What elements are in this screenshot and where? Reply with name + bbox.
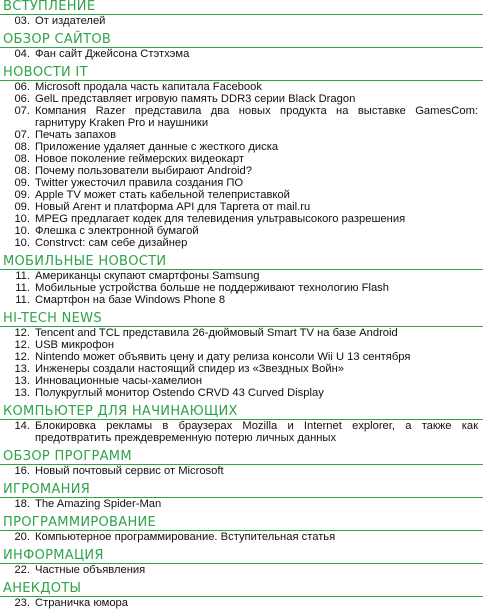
toc-section [0, 0, 484, 33]
list-item[interactable] [0, 48, 484, 60]
list-item[interactable] [0, 129, 484, 141]
section-title: АНЕКДОТЫ [0, 582, 483, 597]
toc-section [0, 312, 484, 405]
article-title: Флешка с электронной бумагой [35, 225, 199, 237]
list-item[interactable] [0, 294, 484, 306]
page-number: 06. [14, 81, 30, 93]
list-item[interactable] [0, 327, 484, 339]
list-item[interactable] [0, 465, 484, 477]
toc-section [0, 450, 484, 483]
page-number: 20. [14, 531, 30, 543]
article-title: Новый Агент и платформа API для Таргета от mail.ru [35, 201, 311, 213]
article-title: Полукруглый монитор Ostendo CRVD 43 Curved Display [35, 387, 324, 399]
list-item[interactable] [0, 498, 484, 510]
list-item[interactable] [0, 153, 484, 165]
page-number: 10. [14, 237, 30, 249]
article-title: Tencent and TCL представила 26-дюймовый Smart TV на базе Android [35, 327, 398, 339]
article-title: Новое поколение геймерских видеокарт [35, 153, 244, 165]
page-number: 12. [14, 327, 30, 339]
page-number: 10. [14, 213, 30, 225]
article-title: Приложение удаляет данные с жесткого диска [35, 141, 279, 153]
article-title: Apple TV может стать кабельной телеприставкой [35, 189, 290, 201]
page-number: 09. [14, 177, 30, 189]
article-title: Блокировка рекламы в браузерах Mozilla и Internet explorer, а также как предотвратить преждевременную потерю личных данных [35, 420, 478, 444]
page-number: 13. [14, 363, 30, 375]
page-number: 08. [14, 141, 30, 153]
section-title: ОБЗОР САЙТОВ [0, 33, 483, 48]
section-items [0, 465, 484, 477]
page-number: 12. [14, 339, 30, 351]
article-title: От издателей [35, 15, 106, 27]
article-title: Фан сайт Джейсона Стэтхэма [35, 48, 190, 60]
list-item[interactable] [0, 597, 484, 609]
page-number: 13. [14, 375, 30, 387]
page-number: 23. [14, 597, 30, 609]
section-title: ОБЗОР ПРОГРАММ [0, 450, 483, 465]
list-item[interactable] [0, 363, 484, 375]
section-title: ПРОГРАММИРОВАНИЕ [0, 516, 483, 531]
article-title: Новый почтовый сервис от Microsoft [35, 465, 224, 477]
article-title: Почему пользователи выбирают Android? [35, 165, 252, 177]
article-title: Частные объявления [35, 564, 146, 576]
article-title: Компьютерное программирование. Вступительная статья [35, 531, 336, 543]
page-number: 12. [14, 351, 30, 363]
section-items [0, 81, 484, 249]
toc-section [0, 33, 484, 66]
article-title: Nintendo может объявить цену и дату релиза консоли Wii U 13 сентября [35, 351, 411, 363]
page-number: 10. [14, 225, 30, 237]
article-title: Twitter ужесточил правила создания ПО [35, 177, 244, 189]
section-title: КОМПЬЮТЕР ДЛЯ НАЧИНАЮЩИХ [0, 405, 483, 420]
section-title: НОВОСТИ IT [0, 66, 483, 81]
list-item[interactable] [0, 105, 484, 129]
list-item[interactable] [0, 531, 484, 543]
section-title: HI-TECH NEWS [0, 312, 483, 327]
page-number: 08. [14, 153, 30, 165]
list-item[interactable] [0, 93, 484, 105]
section-items [0, 48, 484, 60]
page-number: 14. [14, 420, 30, 432]
article-title: Мобильные устройства больше не поддерживают технологию Flash [35, 282, 389, 294]
page-number: 06. [14, 93, 30, 105]
list-item[interactable] [0, 213, 484, 225]
list-item[interactable] [0, 189, 484, 201]
section-items [0, 15, 484, 27]
page-number: 04. [14, 48, 30, 60]
list-item[interactable] [0, 177, 484, 189]
section-items [0, 597, 484, 609]
section-title: ИГРОМАНИЯ [0, 483, 483, 498]
list-item[interactable] [0, 225, 484, 237]
article-title: Американцы скупают смартфоны Samsung [35, 270, 260, 282]
section-items [0, 564, 484, 576]
page-number: 13. [14, 387, 30, 399]
page-number: 07. [14, 129, 30, 141]
page-number: 07. [14, 105, 30, 117]
list-item[interactable] [0, 339, 484, 351]
article-title: Компания Razer представила два новых продукта на выставке GamesCom: гарнитуру Kraken Pro и наушники [35, 105, 478, 129]
article-title: Страничка юмора [35, 597, 128, 609]
list-item[interactable] [0, 387, 484, 399]
list-item[interactable] [0, 270, 484, 282]
page-number: 22. [14, 564, 30, 576]
list-item[interactable] [0, 15, 484, 27]
list-item[interactable] [0, 564, 484, 576]
list-item[interactable] [0, 237, 484, 249]
section-title: ВСТУПЛЕНИЕ [0, 0, 483, 15]
page-number: 18. [14, 498, 30, 510]
list-item[interactable] [0, 81, 484, 93]
toc-section [0, 405, 484, 450]
article-title: MPEG предлагает кодек для телевидения ультравысокого разрешения [35, 213, 406, 225]
toc-section [0, 66, 484, 255]
list-item[interactable] [0, 165, 484, 177]
article-title: USB микрофон [35, 339, 114, 351]
list-item[interactable] [0, 201, 484, 213]
page-number: 03. [14, 15, 30, 27]
section-title: МОБИЛЬНЫЕ НОВОСТИ [0, 255, 483, 270]
section-items [0, 327, 484, 399]
article-title: Инженеры создали настоящий спидер из «Звездных Войн» [35, 363, 345, 375]
list-item[interactable] [0, 375, 484, 387]
section-items [0, 270, 484, 306]
page-number: 16. [14, 465, 30, 477]
section-items [0, 498, 484, 510]
article-title: Constrvct: сам себе дизайнер [35, 237, 188, 249]
article-title: Инновационные часы-хамелион [35, 375, 203, 387]
article-title: Печать запахов [35, 129, 117, 141]
article-title: Microsoft продала часть капитала Facebook [35, 81, 262, 93]
list-item[interactable] [0, 141, 484, 153]
article-title: GelL представляет игровую память DDR3 серии Black Dragon [35, 93, 356, 105]
toc-section [0, 549, 484, 582]
section-items [0, 420, 484, 444]
page-number: 11. [15, 282, 30, 294]
list-item[interactable] [0, 282, 484, 294]
page-number: 08. [14, 165, 30, 177]
toc-section [0, 516, 484, 549]
page-number: 11. [15, 294, 30, 306]
section-title: ИНФОРМАЦИЯ [0, 549, 483, 564]
toc-section [0, 255, 484, 312]
toc-section [0, 483, 484, 516]
page-number: 09. [14, 201, 30, 213]
list-item[interactable] [0, 420, 484, 444]
page-number: 09. [14, 189, 30, 201]
section-items [0, 531, 484, 543]
article-title: The Amazing Spider-Man [35, 498, 162, 510]
article-title: Смартфон на базе Windows Phone 8 [35, 294, 226, 306]
page-number: 11. [15, 270, 30, 282]
list-item[interactable] [0, 351, 484, 363]
toc-section [0, 582, 484, 609]
